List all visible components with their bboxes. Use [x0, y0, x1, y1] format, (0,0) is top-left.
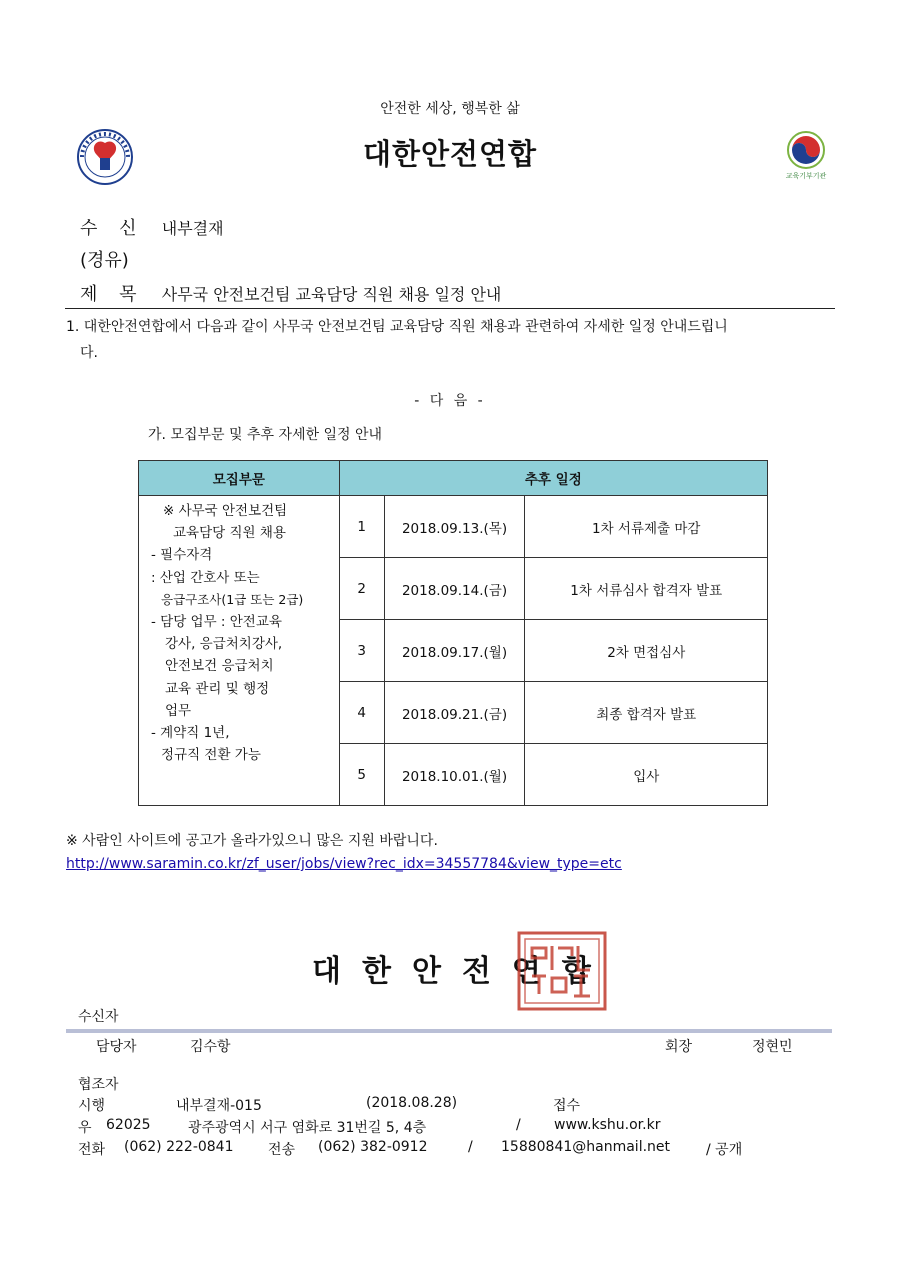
- row-date: 2018.09.21.(금): [384, 682, 525, 744]
- manager-label: 담당자: [96, 1039, 137, 1055]
- row-date: 2018.09.13.(목): [384, 496, 525, 558]
- slogan: 안전한 세상, 행복한 삶: [380, 101, 520, 117]
- subject-value: 사무국 안전보건팀 교육담당 직원 채용 일정 안내: [161, 285, 502, 304]
- enforcement-date: (2018.08.28): [366, 1095, 458, 1111]
- president-label: 회장: [665, 1039, 693, 1055]
- recipient-row: [80, 214, 224, 240]
- recruit-line: 정규직 전환 가능: [161, 747, 261, 764]
- recruit-line: 업무: [165, 702, 192, 719]
- recruit-line: : 산업 간호사 또는: [151, 569, 260, 586]
- da-eum-heading: - 다 음 -: [414, 393, 486, 409]
- col-header-recruit: 모집부문: [139, 461, 340, 496]
- section-ga-heading: 가. 모집부문 및 추후 자세한 일정 안내: [148, 427, 383, 443]
- enforcement-number: 내부결재-015: [176, 1098, 262, 1114]
- recruit-line: - 계약직 1년,: [151, 725, 230, 742]
- education-donor-logo-icon: [784, 128, 828, 186]
- row-event: 최종 합격자 발표: [525, 682, 768, 744]
- table-row: [139, 496, 768, 558]
- recruit-line: - 담당 업무 : 안전교육: [151, 614, 282, 631]
- paragraph-line-2: 다.: [80, 345, 98, 361]
- recruit-line: 강사, 응급처치강사,: [165, 636, 283, 653]
- official-seal-icon: [516, 930, 608, 1012]
- footer-divider: [66, 1029, 832, 1033]
- address-separator: /: [516, 1117, 521, 1133]
- recruit-description-cell: [139, 496, 340, 806]
- address: 광주광역시 서구 염화로 31번길 5, 4층: [188, 1120, 427, 1136]
- header-divider: [65, 308, 835, 309]
- subject-label: 제 목: [80, 284, 145, 305]
- row-date: 2018.10.01.(월): [384, 744, 525, 806]
- recruit-line: 교육 관리 및 행정: [165, 680, 270, 697]
- email[interactable]: 15880841@hanmail.net: [501, 1139, 671, 1155]
- website[interactable]: www.kshu.or.kr: [554, 1117, 661, 1133]
- table-header-row: [139, 461, 768, 496]
- receipt-label: 접수: [553, 1098, 581, 1114]
- recruit-line: 교육담당 직원 채용: [173, 525, 286, 542]
- postal-label: 우: [78, 1120, 92, 1136]
- row-event: 1차 서류심사 합격자 발표: [525, 558, 768, 620]
- body-paragraph: [66, 314, 842, 366]
- row-date: 2018.09.17.(월): [384, 620, 525, 682]
- svg-text:교육기부기관: 교육기부기관: [785, 172, 827, 180]
- recipient-value: 내부결재: [161, 219, 224, 238]
- recruit-line: - 필수자격: [151, 547, 213, 564]
- cooperator-label: 협조자: [78, 1077, 119, 1093]
- enforcement-label: 시행: [78, 1098, 106, 1114]
- phone-label: 전화: [78, 1142, 106, 1158]
- paragraph-line-1: 1. 대한안전연합에서 다음과 같이 사무국 안전보건팀 교육담당 직원 채용과 관련하여 자세한 일정 안내드립니: [66, 319, 728, 335]
- row-event: 1차 서류제출 마감: [525, 496, 768, 558]
- via-label: (경유): [80, 250, 129, 271]
- fax-number: (062) 382-0912: [318, 1139, 428, 1155]
- org-title: 대한안전연합: [362, 137, 538, 171]
- recruit-line: 안전보건 응급처치: [165, 658, 274, 675]
- postal-code: 62025: [106, 1117, 151, 1133]
- footer-recipient-label: 수신자: [78, 1009, 119, 1025]
- via-row: [80, 246, 129, 272]
- subject-row: [80, 280, 501, 306]
- president-name: 정현민: [752, 1039, 793, 1055]
- row-number: 1: [339, 496, 384, 558]
- phone-number: (062) 222-0841: [124, 1139, 234, 1155]
- row-event: 2차 면접심사: [525, 620, 768, 682]
- col-header-schedule: 추후 일정: [339, 461, 767, 496]
- row-number: 5: [339, 744, 384, 806]
- saramin-link[interactable]: http://www.saramin.co.kr/zf_user/jobs/view?rec_idx=34557784&view_type=etc: [66, 856, 622, 872]
- closing-org-name: 대한안전연합: [312, 954, 612, 989]
- disclosure-status: / 공개: [706, 1142, 743, 1158]
- row-number: 3: [339, 620, 384, 682]
- footer-note: ※ 사람인 사이트에 공고가 올라가있으니 많은 지원 바랍니다.: [66, 833, 438, 849]
- recruit-line: ※ 사무국 안전보건팀: [163, 503, 288, 519]
- fax-label: 전송: [268, 1142, 296, 1158]
- recruit-line: 응급구조사(1급 또는 2급): [161, 591, 304, 607]
- recipient-label: 수 신: [80, 218, 145, 239]
- row-date: 2018.09.14.(금): [384, 558, 525, 620]
- row-event: 입사: [525, 744, 768, 806]
- email-separator: /: [468, 1139, 473, 1155]
- manager-name: 김수항: [190, 1039, 231, 1055]
- row-number: 2: [339, 558, 384, 620]
- schedule-table: [138, 460, 768, 806]
- row-number: 4: [339, 682, 384, 744]
